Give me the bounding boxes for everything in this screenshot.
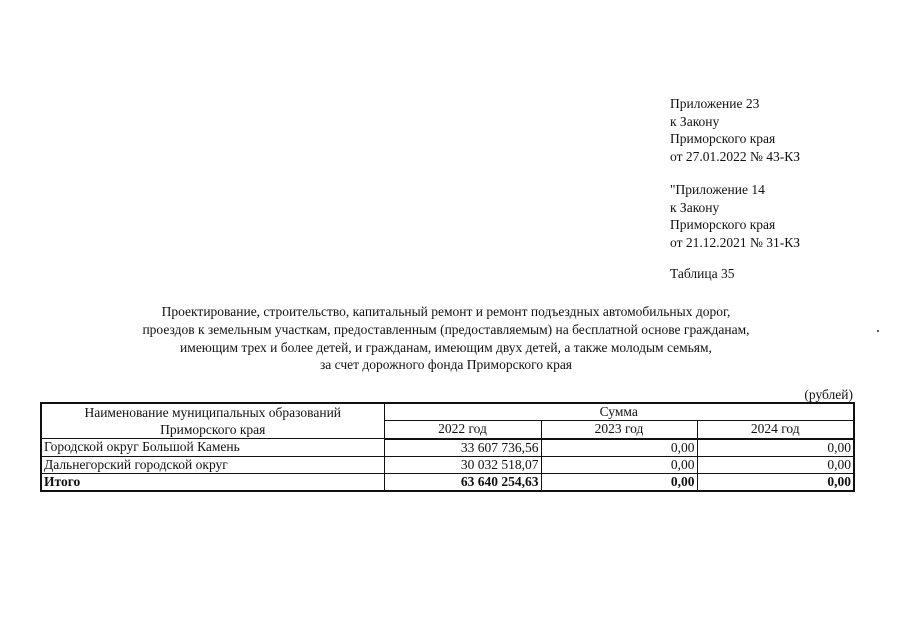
table-number: Таблица 35: [670, 266, 735, 281]
appendix-line: к Закону: [670, 199, 720, 215]
table-row: [41, 456, 854, 473]
appendix-reference-original: [670, 181, 800, 251]
appendix-line: от 21.12.2021 № 31-КЗ: [670, 234, 800, 250]
amount-2024: 0,00: [697, 439, 854, 457]
column-header-year-2022: 2022 год: [384, 421, 541, 439]
column-header-municipality: [41, 403, 384, 439]
table-row: [41, 439, 854, 457]
appendix-line: "Приложение 14: [670, 182, 765, 197]
units-label: (рублей): [804, 387, 853, 402]
total-2022: 63 640 254,63: [384, 473, 541, 491]
column-header-year-2023: 2023 год: [541, 421, 697, 439]
amount-2024: 0,00: [697, 456, 854, 473]
amount-2022: 33 607 736,56: [384, 439, 541, 457]
municipality-name: Дальнегорский городской округ: [41, 456, 384, 473]
amount-2023: 0,00: [541, 456, 697, 473]
title-line: за счет дорожного фонда Приморского края: [319, 357, 573, 373]
table-total-row: [41, 473, 854, 491]
header-line: Приморского края: [160, 422, 266, 437]
amount-2022: 30 032 518,07: [384, 456, 541, 473]
amount-2023: 0,00: [541, 439, 697, 457]
table-header-row: [41, 403, 854, 421]
appendix-line: Приморского края: [670, 131, 776, 146]
column-header-year-2024: 2024 год: [697, 421, 854, 439]
title-line: имеющим трех и более детей, и гражданам, имеющим двух детей, а также молодым семьям,: [180, 339, 712, 355]
header-line: Наименование муниципальных образований: [84, 405, 342, 420]
scan-speck: [877, 330, 879, 332]
appendix-reference-current: [670, 95, 800, 165]
document-title: [40, 303, 852, 374]
total-2024: 0,00: [697, 473, 854, 491]
appendix-line: от 27.01.2022 № 43-КЗ: [670, 148, 800, 164]
total-2023: 0,00: [541, 473, 697, 491]
title-line: проездов к земельным участкам, предоставленным (предоставляемым) на бесплатной основе гражданам,: [142, 321, 750, 337]
total-label: Итого: [41, 473, 384, 491]
title-line: Проектирование, строительство, капитальный ремонт и ремонт подъездных автомобильных дорог,: [161, 304, 731, 319]
appendix-line: Приморского края: [670, 217, 776, 232]
budget-table: [40, 402, 855, 492]
municipality-name: Городской округ Большой Камень: [41, 439, 384, 457]
column-header-sum: Сумма: [384, 403, 854, 421]
appendix-line: Приложение 23: [670, 96, 760, 111]
appendix-line: к Закону: [670, 113, 720, 129]
